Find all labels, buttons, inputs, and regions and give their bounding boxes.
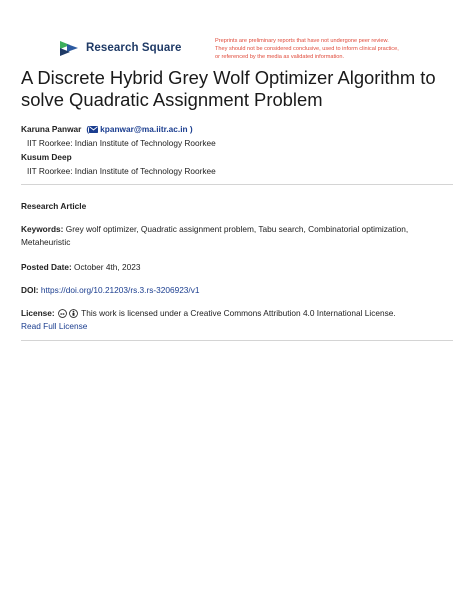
author-affiliation: IIT Roorkee: Indian Institute of Technology Roorkee xyxy=(27,138,216,148)
keywords-section xyxy=(21,223,453,248)
license-text: This work is licensed under a Creative Commons Attribution 4.0 International License. xyxy=(81,308,396,318)
doi-link[interactable]: https://doi.org/10.21203/rs.3.rs-3206923/v1 xyxy=(40,285,200,295)
research-square-logo-icon xyxy=(58,38,80,58)
license-section xyxy=(21,307,453,332)
envelope-icon xyxy=(89,126,98,133)
title-line: solve Quadratic Assignment Problem xyxy=(21,89,323,110)
article-type: Research Article xyxy=(21,201,87,211)
author-name: Kusum Deep xyxy=(21,152,72,162)
svg-text:cc: cc xyxy=(60,311,65,316)
email-close-paren: ) xyxy=(189,124,193,134)
read-full-license-link[interactable]: Read Full License xyxy=(21,320,88,331)
license-label: License: xyxy=(21,308,55,318)
author-list xyxy=(21,122,451,178)
posted-date-label: Posted Date: xyxy=(21,262,72,272)
posted-date-value: October 4th, 2023 xyxy=(74,262,141,272)
notice-line: or referenced by the media as validated information. xyxy=(215,54,345,60)
author-email-link[interactable]: kpanwar@ma.iitr.ac.in xyxy=(100,124,188,134)
title-line: A Discrete Hybrid Grey Wolf Optimizer Algorithm to xyxy=(21,67,436,88)
email-open-paren: ( xyxy=(86,124,90,134)
notice-line: They should not be considered conclusive, used to inform clinical practice, xyxy=(215,46,399,52)
author-entry xyxy=(21,150,451,164)
posted-date-section xyxy=(21,261,453,274)
author-affiliation: IIT Roorkee: Indian Institute of Technology Roorkee xyxy=(27,166,216,176)
cc-icon xyxy=(58,309,67,318)
keywords-text: Grey wolf optimizer, Quadratic assignment problem, Tabu search, Combinatorial optimization, Metaheuristic xyxy=(21,224,409,247)
author-email-group xyxy=(86,124,192,134)
page-title xyxy=(21,67,461,111)
divider xyxy=(21,340,453,341)
author-entry xyxy=(21,122,451,136)
keywords-label: Keywords: xyxy=(21,224,64,234)
logo-text: Research Square xyxy=(86,42,182,54)
doi-section xyxy=(21,284,453,297)
research-square-logo[interactable] xyxy=(58,37,181,59)
author-name: Karuna Panwar xyxy=(21,124,82,134)
header xyxy=(0,0,474,62)
divider xyxy=(21,184,453,185)
notice-line: Preprints are preliminary reports that have not undergone peer review. xyxy=(215,38,389,44)
cc-by-icon xyxy=(69,309,78,318)
preprint-notice xyxy=(215,37,460,61)
doi-label: DOI: xyxy=(21,285,39,295)
